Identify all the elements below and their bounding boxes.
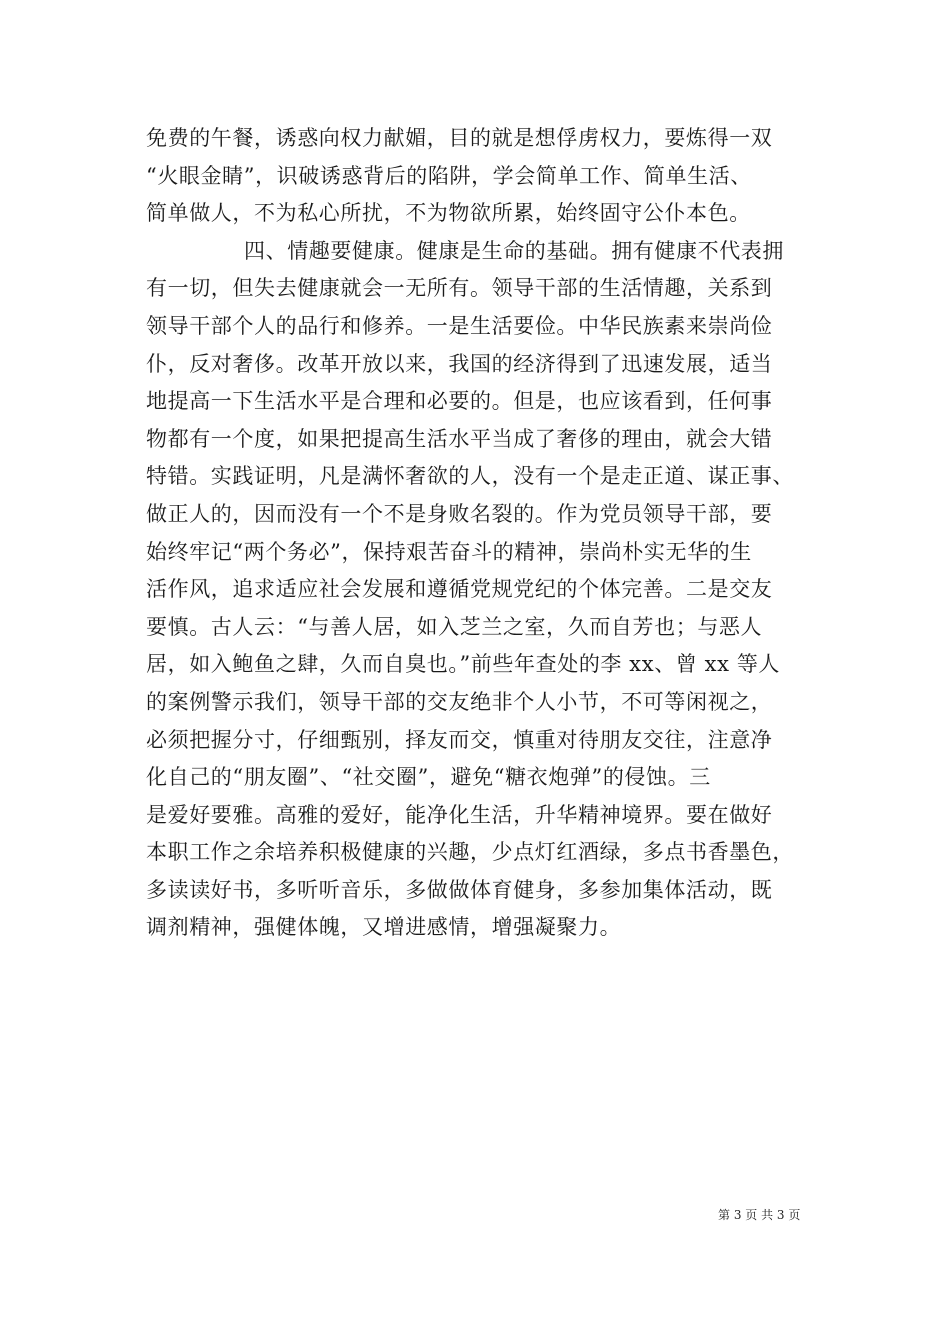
text-line: 做正人的，因而没有一个不是身败名裂的。作为党员领导干部，要 bbox=[146, 501, 773, 526]
text-line: 居，如入鲍鱼之肆，久而自臭也。”前些年查处的李 xx、曾 xx 等人 bbox=[146, 652, 781, 677]
text-line: 特错。实践证明，凡是满怀奢欲的人，没有一个是走正道、谋正事、 bbox=[146, 464, 794, 489]
body-text bbox=[146, 120, 826, 947]
text-line: 多读读好书，多听听音乐，多做做体育健身，多参加集体活动，既 bbox=[146, 877, 773, 902]
text-line: 免费的午餐，诱惑向权力献媚，目的就是想俘虏权力，要炼得一双 bbox=[146, 126, 773, 150]
text-line: 本职工作之余培养积极健康的兴趣，少点灯红酒绿，多点书香墨色， bbox=[146, 840, 794, 865]
text-line: 领导干部个人的品行和修养。一是生活要俭。中华民族素来崇尚俭 bbox=[146, 313, 773, 338]
text-line: 简单做人，不为私心所扰，不为物欲所累，始终固守公仆本色。 bbox=[146, 201, 751, 226]
text-line: 仆，反对奢侈。改革开放以来，我国的经济得到了迅速发展，适当 bbox=[146, 351, 773, 376]
page-number-footer: 第 3 页 共 3 页 bbox=[718, 1208, 801, 1222]
text-line: 是爱好要雅。高雅的爱好，能净化生活，升华精神境界。要在做好 bbox=[146, 802, 773, 827]
text-line: 必须把握分寸，仔细甄别，择友而交，慎重对待朋友交往，注意净 bbox=[146, 727, 773, 752]
text-line: 地提高一下生活水平是合理和必要的。但是，也应该看到，任何事 bbox=[146, 389, 773, 414]
text-line: 的案例警示我们，领导干部的交友绝非个人小节，不可等闲视之， bbox=[146, 689, 773, 714]
text-line: 要慎。古人云：“与善人居，如入芝兰之室，久而自芳也；与恶人 bbox=[146, 614, 763, 639]
text-line: 化自己的“朋友圈”、“社交圈”，避免“糖衣炮弹”的侵蚀。三 bbox=[146, 765, 711, 790]
text-line: 有一切，但失去健康就会一无所有。领导干部的生活情趣，关系到 bbox=[146, 276, 773, 301]
text-line: 物都有一个度，如果把提高生活水平当成了奢侈的理由，就会大错 bbox=[146, 426, 773, 451]
text-line: 调剂精神，强健体魄，又增进感情，增强凝聚力。 bbox=[146, 915, 622, 940]
text-line: 活作风，追求适应社会发展和遵循党规党纪的个体完善。二是交友 bbox=[146, 577, 773, 602]
text-line: “火眼金睛”，识破诱惑背后的陷阱，学会简单工作、简单生活、 bbox=[146, 163, 752, 188]
section-heading-line: 四、情趣要健康。健康是生命的基础。拥有健康不代表拥 bbox=[244, 238, 784, 263]
text-line: 始终牢记“两个务必”，保持艰苦奋斗的精神，崇尚朴实无华的生 bbox=[146, 539, 752, 564]
